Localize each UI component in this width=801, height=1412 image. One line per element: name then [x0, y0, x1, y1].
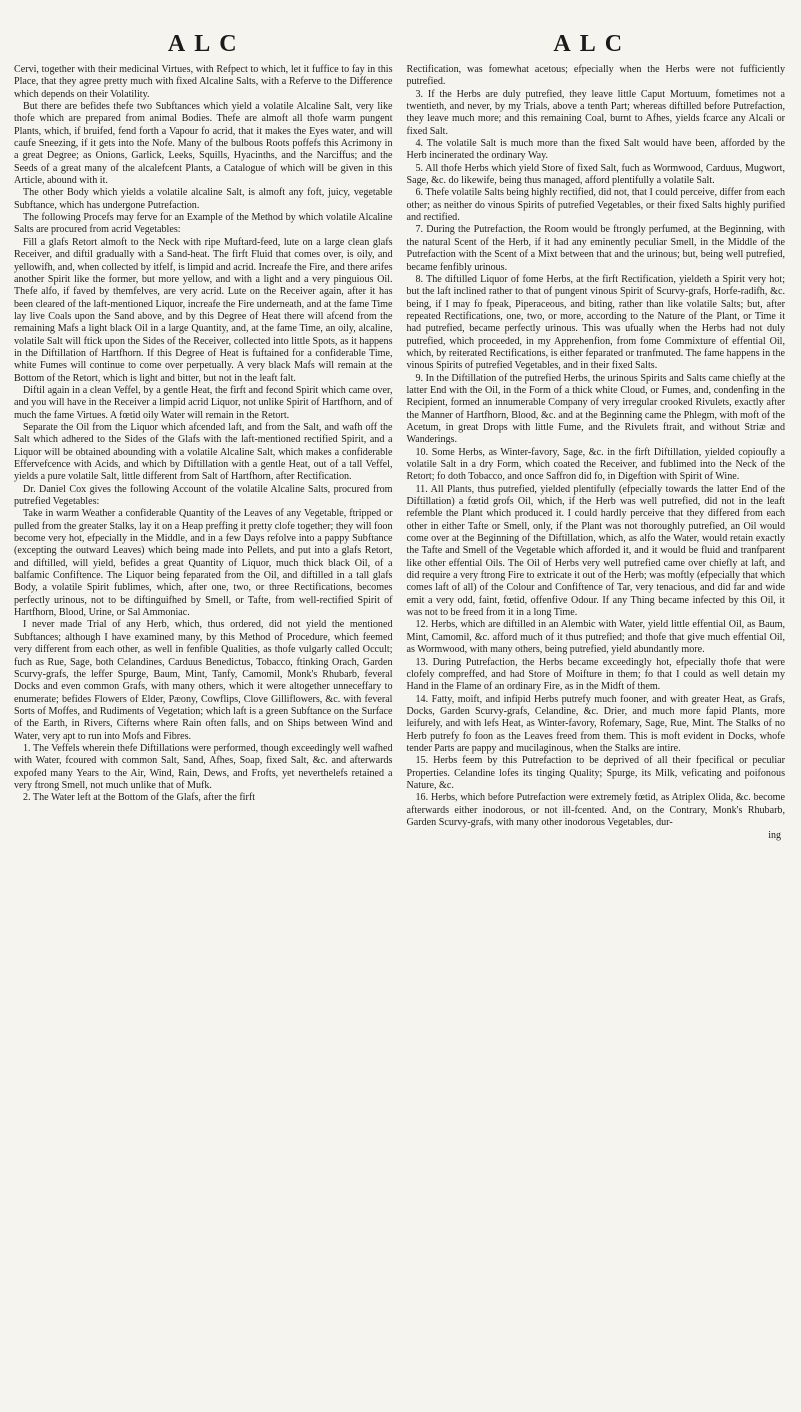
- paragraph: I never made Trial of any Herb, which, thus ordered, did not yield the mentioned Subftances; although I have examined many, by this Method of Procedure, which feemed very different from each other, as well in fenfible Qualities, as thofe vulgarly called Occult; fuch as Rue, Sage, both Celandines, Carduus Benedictus, Tobacco, ftinking Orach, Garden Scurvy-grafs, the leffer Spurge, Baum, Mint, Tanfy, Camomil, Monk's Rhubarb, feveral Docks and even common Grafs, with many others, which it were altogether unneceffary to enumerate; befides Flowers of Elder, Pæony, Cowflips, Clove Gilliflowers, &c. with feveral Sorts of Moffes, and Rudiments of Vegetation; which laft is a green Subftance on the Surface of the Earth, in Rivers, Cifterns where Rain often falls, and on Ships between Wind and Water, very apt to run into Mofs and Fibres.: [14, 619, 393, 742]
- paragraph: 15. Herbs feem by this Putrefaction to be deprived of all their fpecifical or peculiar Properties. Celandine lofes its tinging Quality; Spurge, its Milk, veficating and poifonous Nature, &c.: [406, 755, 785, 791]
- running-head-right: ALC: [553, 31, 632, 57]
- paragraph: The following Procefs may ferve for an Example of the Method by which volatile Alcaline Salts are procured from acrid Vegetables:: [14, 212, 393, 236]
- paragraph: Take in warm Weather a confiderable Quantity of the Leaves of any Vegetable, ftripped or pulled from the greater Stalks, lay it on a Heap preffing it pretty clofe together; they will foon become very hot, efpecially in the Middle, and in a few Days refolve into a pappy Subftance (excepting the outward Leaves) which being made into Pellets, and put into a glafs Retort, and diftilled, will yield, befides a great Quantity of Liquor, much thick black Oil, of a balfamic Confiftence. The Liquor being feparated from the Oil, and diftilled in a tall glafs Body, a volatile Spirit fublimes, which, after one, two, or three Rectifications, becomes perfectly urinous, not to be diftinguifhed by Smell, or Tafte, from well-rectified Spirit of Hartfhorn, Blood, Urine, or Sal Ammoniac.: [14, 508, 393, 619]
- paragraph: Diftil again in a clean Veffel, by a gentle Heat, the firft and fecond Spirit which came over, and you will have in the Receiver a limpid acrid Liquor, not unlike Spirit of Hartfhorn, and of much the fame Virtues. A fœtid oily Water will remain in the Retort.: [14, 384, 393, 421]
- paragraph: 6. Thefe volatile Salts being highly rectified, did not, that I could perceive, differ from each other; as neither do vinous Spirits of putrefied Vegetables, or their fixed Salts highly purified and rectified.: [406, 187, 785, 224]
- paragraph: 8. The diftilled Liquor of fome Herbs, at the firft Rectification, yieldeth a Spirit very hot; but the laft inclined rather to that of pungent vinous Spirit of Scurvy-grafs, Horfe-radifh, &c. being, if I may fo fpeak, Piperaceous, and biting, rather than like volatile Salts; but, after repeated Rectifications, one, two, or more, according to the Nature of the Plant, or Time it had putrefied, became perfectly urinous. This was ufually when the Herbs had not duly putrefied, which proceeded, in my Apprehenfion, from fome Commixture of effential Oil, which, by reiterated Rectifications, is either feparated or tranfmuted. The fame happens in the vinous Spirits of putrefied Vegetables, and in their fixed Salts.: [406, 273, 785, 372]
- paragraph: 9. In the Diftillation of the putrefied Herbs, the urinous Spirits and Salts came chiefly at the latter End with the Oil, in the Form of a thick white Cloud, or Fumes, and, condenfing in the Recipient, formed an innumerable Company of very irregular crooked Rivulets, exactly after the Manner of Hartfhorn, Blood, &c. and at the Beginning came the Phlegm, with moft of the Acetum, in great Drops with little Fume, and the Rivulets ftrait, and without Striæ and Wanderings.: [406, 372, 785, 446]
- paragraph: Cervi, together with their medicinal Virtues, with Refpect to which, let it fuffice to fay in this Place, that they agree pretty much with fixed Alcaline Salts, with a Referve to the Difference which depends on their Volatility.: [14, 64, 393, 100]
- paragraph: 13. During Putrefaction, the Herbs became exceedingly hot, efpecially thofe that were clofely compreffed, and had Store of Moifture in them; fo that I could as well detain my Hand in the Flame of an ordinary Fire, as in the Midft of them.: [406, 656, 785, 693]
- paragraph: 4. The volatile Salt is much more than the fixed Salt would have been, afforded by the Herb incinerated the ordinary Way.: [406, 138, 785, 162]
- running-head-left: ALC: [167, 31, 246, 57]
- left-column: [14, 64, 393, 829]
- right-column: [407, 64, 786, 829]
- paragraph: Rectification, was fomewhat acetous; efpecially when the Herbs were not fufficiently putrefied.: [406, 64, 785, 88]
- paragraph: 1. The Veffels wherein thefe Diftillations were performed, though exceedingly well wafhed with Water, fcoured with common Salt, Sand, Afhes, Soap, fixed Salt, &c. and afterwards expofed many Years to the Air, Wind, Rain, Dews, and Frofts, yet neverthelefs retained a very ftrong Smell, not much unlike that of Mufk.: [14, 742, 393, 791]
- paragraph: Separate the Oil from the Liquor which afcended laft, and from the Salt, and wafh off the Salt which adhered to the Sides of the Glafs with the laft-mentioned rectified Spirit, and a Liquor will be obtained abounding with a volatile Alcaline Salt, which makes a confiderable Effervefcence with Acids, and which by Diftillation with a gentle Heat, out of a tall Veffel, yields a pure volatile Salt, little different from Salt of Hartfhorn, after Rectification.: [14, 421, 393, 483]
- paragraph: 14. Fatty, moift, and infipid Herbs putrefy much fooner, and with greater Heat, as Grafs, Docks, Garden Scurvy-grafs, Celandine, &c. Drier, and much more fapid Plants, more leifurely, and with lefs Heat, as Winter-favory, Rofemary, Sage, Rue, Mint. The Stalks of no Herb putrefy fo foon as the Leaves freed from them. This is moft evident in Docks, whofe tender Parts are pappy and mucilaginous, when the Stalks are intire.: [406, 693, 785, 754]
- paragraph: 10. Some Herbs, as Winter-favory, Sage, &c. in the firft Diftillation, yielded copioufly a volatile Salt in a dry Form, which coated the Receiver, and fublimed into the Neck of the Retort; fo doth Tobacco, and once Saffron did fo, in Digeftion with Spirit of Wine.: [406, 446, 785, 483]
- paragraph: Dr. Daniel Cox gives the following Account of the volatile Alcaline Salts, procured from putrefied Vegetables:: [14, 483, 393, 508]
- paragraph: But there are befides thefe two Subftances which yield a volatile Alcaline Salt, very like thofe which are prepared from animal Bodies. Thefe are almoft all thofe warm pungent Plants, which, if bruifed, fend forth a Vapour fo acrid, that it makes the Eyes water, and will caufe Sneezing, if it gets into the Nofe. Many of the bulbous Roots poffefs this Acrimony in a great Degree; as Onions, Garlick, Leeks, Squills, Hyacinths, and the Narciffus; and the Seeds of a great many of the alcalefcent Plants, a Catalogue of which will be given in this Article, abound with it.: [14, 101, 393, 187]
- catchword: ing: [768, 830, 781, 842]
- paragraph: 11. All Plants, thus putrefied, yielded plentifully (efpecially towards the latter End of the Diftillation) a fœtid grofs Oil, which, if the Herb was well putrefied, did not in the leaft refemble the Plant which produced it. I could hardly perceive that they differed from each other in either Tafte or Smell, only, if the Plant was not thoroughly putrefied, an Oil would come over at the Beginning of the Diftillation, which, as alfo the Water, would retain exactly the Tafte and Smell of the Vegetable which afforded it, and it would be fluid and tranfparent like other effential Oils. The Oil of Herbs very well putrefied came over chiefly at laft, and did require a very ftrong Fire to extricate it out of the Herb; was moftly (efpecially that which comes laft of all) of the Colour and Confiftence of Tar, very tenacious, and did far and wide emit a very odd, faint, fœtid, offenfive Odour. If any Thing became infected by this Oil, it was not to be freed from it in a long Time.: [406, 483, 785, 619]
- paragraph: Fill a glafs Retort almoft to the Neck with ripe Muftard-feed, lute on a large clean glafs Receiver, and diftil gradually with a Sand-heat. The firft Fluid that comes over, is oily, and yellowifh, and, when collected by itfelf, is limpid and acrid. Increafe the Fire, and there arifes another Spirit like the former, but more yellow, and with a light and a very pinguious Oil. Thefe alfo, if faved by themfelves, are very acrid. Lute on the Receiver again, after it has been cleared of the laft-mentioned Liquor, increafe the Fire underneath, and at the fame Time lay live Coals upon the Sand above, and by this Degree of Heat there will afcend from the remaining Mafs a light black Oil in a large Quantity, and, at the fame Time, an oily, alcaline, volatile Salt will ftick upon the Sides of the Receiver, collected into little Spots, as it happens in the Diftillation of Hartfhorn. If this Degree of Heat is fuftained for a confiderable Time, white Fumes will continue to come over perpetually. A very black Mafs will remain at the Bottom of the Retort, which is light and bitter, but not in the leaft falt.: [14, 236, 393, 384]
- paragraph: 12. Herbs, which are diftilled in an Alembic with Water, yield little effential Oil, as Baum, Mint, Camomil, &c. afford much of it thus putrefied; and thofe that give much effential Oil, as Wormwood, with many others, being putrefied, yield abundantly more.: [406, 619, 785, 656]
- text-columns: [14, 64, 785, 829]
- running-head: [14, 0, 785, 58]
- paragraph: 2. The Water left at the Bottom of the Glafs, after the firft: [23, 792, 256, 804]
- paragraph: 7. During the Putrefaction, the Room would be ftrongly perfumed, at the Beginning, with the natural Scent of the Herb, if it had any eminently peculiar Smell, in the Middle of the Putrefaction with the Scent of a Mixt between that and the urinous; but, being well putrefied, became fenfibly urinous.: [406, 224, 785, 273]
- paragraph: 3. If the Herbs are duly putrefied, they leave little Caput Mortuum, fometimes not a twentieth, and never, by my Trials, above a tenth Part; whereas diftilled before Putrefaction, they leave much more; and this remaining Coal, burnt to Afhes, yields fcarce any Alcali or fixed Salt.: [406, 88, 785, 137]
- paragraph: 16. Herbs, which before Putrefaction were extremely fœtid, as Atriplex Olida, &c. become afterwards either inodorous, or not ill-fcented. And, on the Contrary, Monk's Rhubarb, Garden Scurvy-grafs, with many other inodorous Vegetables, dur-: [406, 792, 785, 828]
- paragraph: 5. All thofe Herbs which yield Store of fixed Salt, fuch as Wormwood, Carduus, Mugwort, Sage, &c. do likewife, being thus managed, afford plentifully a volatile Salt.: [406, 162, 785, 187]
- paragraph: The other Body which yields a volatile alcaline Salt, is almoft any foft, juicy, vegetable Subftance, which has undergone Putrefaction.: [14, 187, 393, 211]
